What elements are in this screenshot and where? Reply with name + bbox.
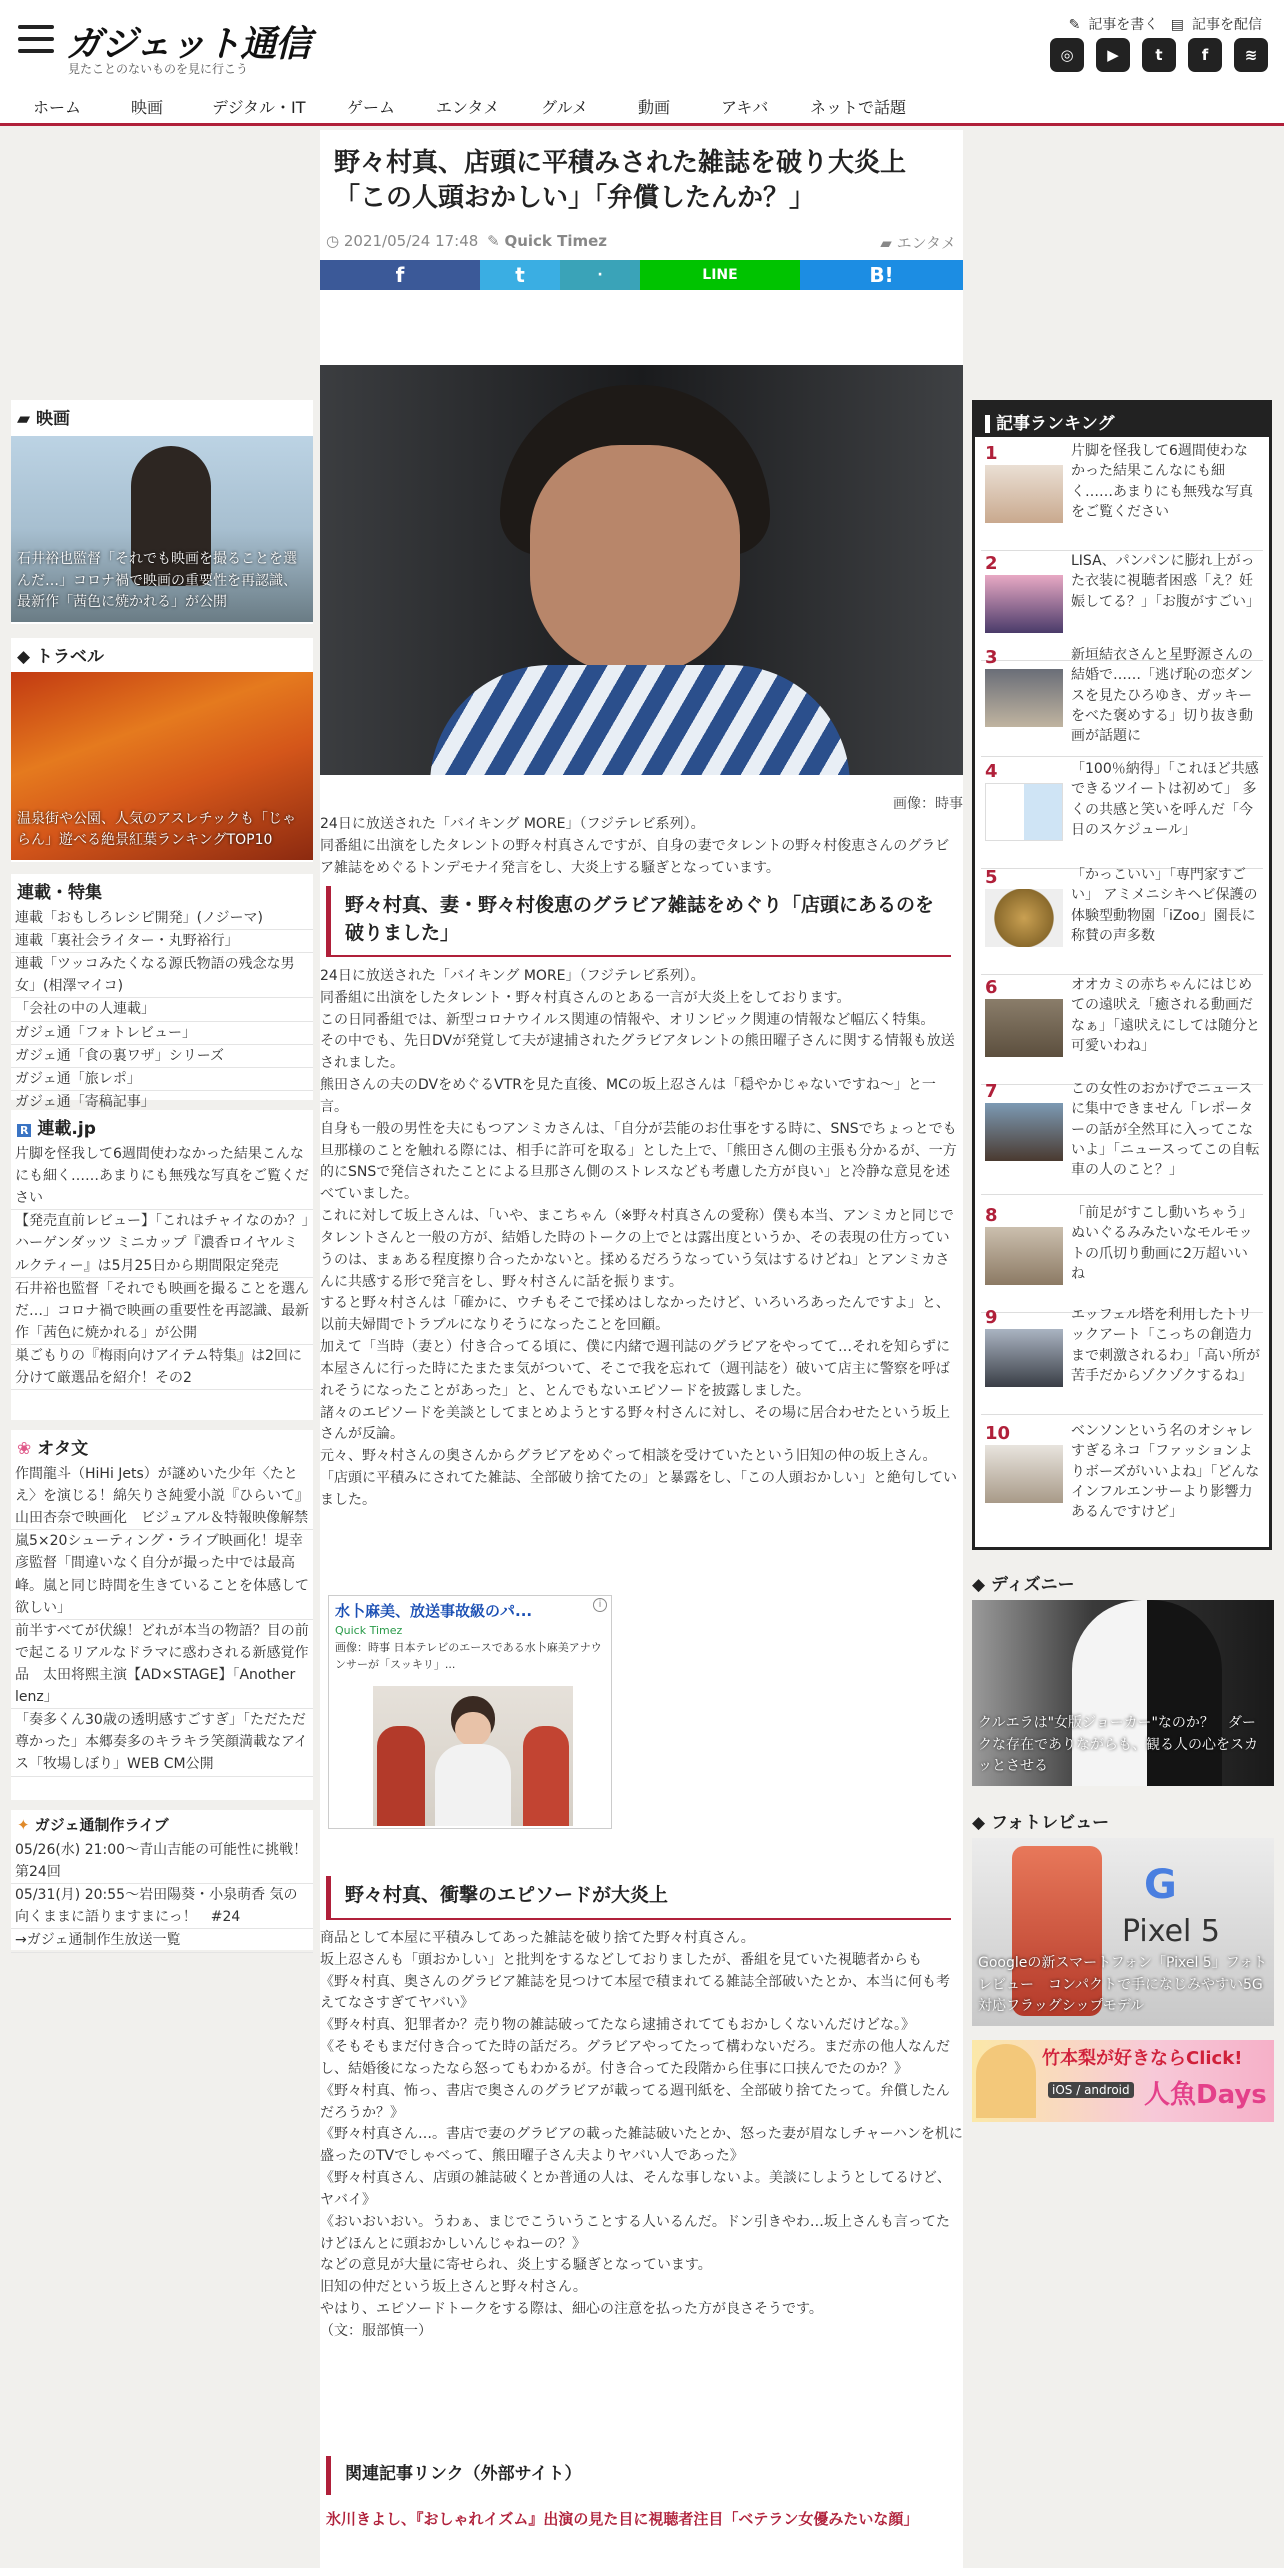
ranking-number: 4: [985, 761, 998, 782]
related-heading: 関連記事リンク（外部サイト）: [326, 2456, 951, 2495]
ranking-text: 片脚を怪我して6週間使わなかった結果こんなにも細く……あまりにも無残な写真をご覧ください: [1071, 443, 1253, 520]
otabun-section: [11, 1430, 313, 1800]
section2-paragraph: 商品として本屋に平積みしてあった雑誌を破り捨てた野々村真さん。: [320, 1930, 755, 1946]
article-date: 2021/05/24 17:48: [343, 232, 479, 250]
nav-home[interactable]: ホーム: [33, 98, 82, 117]
tag-icon: ◆: [17, 647, 36, 667]
image-caption: 画像：時事: [893, 796, 963, 812]
rensai-heading: [11, 1110, 313, 1143]
banner-character: [976, 2044, 1036, 2118]
photo-review-heading-label: フォトレビュー: [991, 1813, 1110, 1833]
ranking-number: 5: [985, 867, 998, 888]
rensai-item[interactable]: 石井裕也監督「それでも映画を撮ることを選んだ…」コロナ禍で映画の重要性を再認識、最新作「茜色に焼かれる」が公開: [11, 1278, 313, 1345]
section2-quote: 《野々村真さん…。書店で妻のグラビアの載った雑誌破いたとか、怒った妻が眉なしチャーハンを机に盛ったのTVでしゃべって、熊田曜子さん夫よりヤバい人であった》: [320, 2126, 963, 2165]
ranking-text: この女性のおかげでニュースに集中できません「レポーターの話が全然耳に入ってこないよ」「ニュースってこの自転車の人のこと？」: [1071, 1081, 1260, 1179]
tag-icon: ◆: [972, 1813, 991, 1833]
live-heading: [11, 1810, 313, 1839]
article-section-1: [320, 966, 963, 1512]
ranking-text: LISA、パンパンに膨れ上がった衣装に視聴者困惑「え？妊娠してる？」「お腹がすごい」: [1071, 553, 1260, 610]
series-item[interactable]: ガジェ通「フォトレビュー」: [11, 1022, 313, 1045]
game-banner[interactable]: [972, 2040, 1274, 2122]
travel-card-text: 温泉街や公園、人気のアスレチックも「じゃらん」遊べる絶景紅葉ランキングTOP10: [17, 810, 297, 849]
live-item[interactable]: 05/31(月) 20:55～岩田陽葵・小泉萌香 気の向くままに語りますまにっ！ #24: [11, 1884, 313, 1929]
section1-paragraph: 元々、野々村さんの奥さんからグラビアをめぐって相談を受けていたという旧知の仲の坂上さん。: [320, 1448, 937, 1465]
ranking-number: 2: [985, 553, 998, 574]
ranking-text: エッフェル塔を利用したトリックアート「こっちの創造力まで刺激されるわ」「高い所が苦手だからゾクゾクするね」: [1071, 1307, 1260, 1384]
nav-game[interactable]: ゲーム: [347, 98, 396, 117]
ad-title[interactable]: 水卜麻美、放送事故級のパ...: [335, 1602, 533, 1620]
disney-heading: [972, 1570, 1274, 1595]
section2-paragraph: やはり、エピソードトークをする際は、細心の注意を払った方が良さそうです。: [320, 2301, 823, 2318]
ranking-item[interactable]: [981, 975, 1263, 1085]
rss-icon[interactable]: ≋: [1234, 38, 1268, 72]
nav-trending[interactable]: ネットで話題: [810, 98, 907, 117]
write-article-link[interactable]: ✎ 記事を書く: [1068, 17, 1159, 33]
section2-paragraph: 坂上忍さんも「頭おかしい」と批判をするなどしておりましたが、番組を見ていた視聴者からも: [320, 1951, 922, 1968]
series-item[interactable]: 連載「ツッコみたくなる源氏物語の残念な男女」(相澤マイコ): [11, 953, 313, 998]
ranking-item[interactable]: [981, 645, 1263, 757]
section2-quote: 《野々村真、怖っ、書店で奥さんのグラビアが載ってる週刊紙を、全部破り捨てたって。弁償したんだろうか？》: [320, 2082, 950, 2121]
section2-quote: 《おいおいおい。うわぁ、まじでこういうことする人いるんだ。ドン引きやわ…坂上さんも言ってたけどほんとに頭おかしいんじゃねーの？》: [320, 2213, 950, 2252]
section2-quote: 《そもそもまだ付き合ってた時の話だろ。グラビアやってたって構わないだろ。まだ赤の他人なんだし、結婚後になったなら怒ってもわかるが。付き合ってた段階から住事に口挟んでたのか？》: [320, 2039, 950, 2077]
section-heading-1: 野々村真、妻・野々村俊恵のグラビア雑誌をめぐり「店頭にあるのを破りました」: [326, 886, 951, 957]
lead-paragraph: 同番組に出演をしたタレントの野々村真さんですが、自身の妻でタレントの野々村俊恵さんのグラビア雑誌をめぐるトンデモナイ発言をし、大炎上する騒ぎとなっています。: [320, 837, 950, 876]
article-title: 野々村真、店頭に平積みされた雑誌を破り大炎上「この人頭おかしい」「弁償したんか？」: [334, 148, 907, 214]
twitter-share-button[interactable]: t: [480, 260, 560, 290]
article-category[interactable]: [880, 232, 956, 253]
write-article-label: 記事を書く: [1088, 17, 1159, 33]
disney-card[interactable]: [972, 1600, 1274, 1786]
rensai-section: [11, 1110, 313, 1420]
live-list-link[interactable]: →ガジェ通制作生放送一覧: [11, 1929, 313, 1952]
top-links: [1061, 14, 1262, 34]
section1-paragraph: すると野々村さんは「確かに、ウチもそこで揉めはしなかったけど、いろいろあったんですよ」と、以前夫婦間でトラブルになりそうになったことを回顧。: [320, 1295, 950, 1334]
nav-digital[interactable]: デジタル・IT: [212, 98, 306, 117]
ranking-number: 1: [985, 443, 998, 464]
ranking-number: 10: [985, 1423, 1011, 1444]
rensai-heading-label: 連載.jp: [37, 1119, 96, 1139]
live-icon: ✦: [17, 1816, 35, 1834]
instagram-icon[interactable]: ◎: [1050, 38, 1084, 72]
otabun-item[interactable]: 前半すべてが伏線！どれが本当の物語？目の前で起こるリアルなドラマに惑わされる新感覚作品 太田将熙主演【AD×STAGE】「Another lenz」: [11, 1620, 313, 1709]
lead-paragraph: 24日に放送された「バイキング MORE」（フジテレビ系列）。: [320, 816, 705, 832]
movie-heading: [11, 400, 313, 433]
ranking-number: 7: [985, 1081, 998, 1102]
site-tagline: 見たことのないものを見に行こう: [68, 62, 249, 76]
nav-gourmet[interactable]: グルメ: [541, 98, 589, 117]
ranking-number: 9: [985, 1307, 998, 1328]
article-section-2: [320, 1928, 963, 2343]
live-item[interactable]: 05/26(水) 21:00～青山吉能の可能性に挑戦！ 第24回: [11, 1839, 313, 1884]
site-logo[interactable]: ガジェット通信: [66, 23, 311, 65]
series-item[interactable]: 「会社の中の人連載」: [11, 998, 313, 1021]
live-section: [11, 1810, 313, 1950]
ranking-thumbnail: [985, 783, 1063, 841]
series-section: [11, 874, 313, 1110]
movie-card-text: 石井裕也監督「それでも映画を撮ることを選んだ…」コロナ禍で映画の重要性を再認識、最新作「茜色に焼かれる」が公開: [17, 550, 297, 611]
ranking-bar-icon: [985, 415, 990, 433]
ranking-text: 「前足がすこし動いちゃう」 ぬいぐるみみたいなモルモットの爪切り動画に2万超いいね: [1071, 1205, 1253, 1282]
travel-heading: [11, 638, 313, 671]
disney-card-text: クルエラは"女版ジョーカー"なのか？ ダークな存在でありながらも、観る人の心をスカッとさせる: [978, 1714, 1258, 1775]
ranking-text: オオカミの赤ちゃんにはじめての遠吠え「癒される動画だなぁ」「遠吠えにしては随分と可愛いわね」: [1071, 977, 1260, 1054]
section1-paragraph: その中でも、先日DVが発覚して夫が逮捕されたグラビアタレントの熊田曜子さんに関する情報も放送されました。: [320, 1033, 955, 1072]
otabun-heading-label: オタ文: [37, 1439, 89, 1459]
ranking-item[interactable]: [981, 1421, 1263, 1541]
info-icon[interactable]: i: [593, 1598, 607, 1612]
share-bar: [320, 260, 963, 290]
nav-entertainment[interactable]: エンタメ: [436, 98, 500, 117]
banner-game-title: 人魚Days: [1144, 2080, 1267, 2110]
youtube-icon[interactable]: ▶: [1096, 38, 1130, 72]
section1-paragraph: この日同番組では、新型コロナウイルス関連の情報や、オリンピック関連の情報など幅広く特集。: [320, 1011, 935, 1028]
otabun-heading: [11, 1430, 313, 1463]
tag-icon: ◆: [972, 1575, 991, 1595]
folder-icon: ▰: [17, 409, 36, 429]
ranking-thumbnail: [985, 1445, 1063, 1503]
pen-icon: ✎: [487, 232, 500, 250]
series-item[interactable]: ガジェ通「旅レポ」: [11, 1068, 313, 1091]
movie-heading-label: 映画: [36, 409, 70, 429]
nav-akiba[interactable]: アキバ: [721, 98, 769, 117]
ranking-thumbnail: [985, 999, 1063, 1057]
section1-paragraph: 諸々のエピソードを美談としてまとめようとする野々村さんに対し、その場に居合わせたという坂上さんが反論。: [320, 1404, 950, 1443]
ranking-text: 新垣結衣さんと星野源さんの結婚で……「逃げ恥の恋ダンスを見たひろゆき、ガッキーをべた褒めする」切り抜き動画が話題に: [1071, 647, 1254, 745]
rensai-logo-icon: R: [17, 1124, 31, 1137]
banner-text: 竹本梨が好きならClick!: [1042, 2048, 1243, 2069]
ranking-number: 8: [985, 1205, 998, 1226]
series-item[interactable]: 連載「裏社会ライター・丸野裕行」: [11, 930, 313, 953]
article-author[interactable]: Quick Timez: [504, 232, 608, 250]
ranking-text: ベンソンという名のオシャレすぎるネコ「ファッションよりボーズがいいよね」「どんなインフルエンサーより影響力あるんですけど」: [1071, 1423, 1260, 1521]
otabun-icon: ❀: [17, 1439, 38, 1459]
main-nav: [0, 86, 1284, 124]
related-link[interactable]: 氷川きよし、『おしゃれイズム』出演の見た目に視聴者注目「ベテラン女優みたいな顔」: [326, 2510, 919, 2528]
article-lead: [320, 814, 963, 879]
banner-platform: iOS / android: [1048, 2082, 1134, 2098]
ranking-thumbnail: [985, 1103, 1063, 1161]
otabun-item[interactable]: 「奏多くん30歳の透明感すごすぎ」「ただただ尊かった」本郷奏多のキラキラ笑顔満載なアイス「牧場しぼり」WEB CM公開: [11, 1709, 313, 1776]
travel-card[interactable]: [11, 672, 313, 860]
rensai-item[interactable]: 【発売直前レビュー】「これはチャイなのか？」ハーゲンダッツ ミニカップ『濃香ロイヤルミルクティー』は5月25日から期間限定発売: [11, 1210, 313, 1277]
live-heading-label: ガジェ通制作ライブ: [34, 1816, 169, 1834]
ranking-item[interactable]: [981, 1305, 1263, 1415]
twitter-icon[interactable]: t: [1142, 38, 1176, 72]
ad-card[interactable]: [328, 1595, 612, 1829]
ranking-number: 3: [985, 647, 998, 668]
series-item[interactable]: ガジェ通「食の裏ワザ」シリーズ: [11, 1045, 313, 1068]
distribute-article-label: 記事を配信: [1192, 17, 1262, 33]
ad-text: 画像：時事 日本テレビのエースである水卜麻美アナウンサーが「スッキリ」...: [335, 1641, 602, 1671]
series-heading: 連載・特集: [17, 883, 102, 903]
nav-movie[interactable]: 映画: [131, 98, 164, 117]
section1-paragraph: これに対して坂上さんは、「いや、まこちゃん（※野々村真さんの愛称）僕も本当、アンミカと同じでタレントさんと一般の方が、結婚した時のトークの上でとは露出度というか、その表現の仕方っていうのは、まぁある程度擦り合ったかないと。揉めるだろうなっていう気はするけどね」とアンミカさんに共感する形で発言をし、野々村さんに話を振ります。: [320, 1208, 954, 1290]
section1-paragraph: 熊田さんの夫のDVをめぐるVTRを見た直後、MCの坂上忍さんは「穏やかじゃないですね〜」と一言。: [320, 1077, 936, 1115]
article-main-image: [320, 365, 963, 775]
folder-icon: ▰: [880, 234, 892, 252]
nav-video[interactable]: 動画: [638, 98, 671, 117]
photo-shirt: [430, 665, 850, 775]
section1-paragraph: 24日に放送された「バイキング MORE」（フジテレビ系列）。: [320, 968, 705, 984]
ranking-text: 「100％納得」「これほど共感できるツイートは初めて」 多くの共感と笑いを呼んだ「今日のスケジュール」: [1071, 761, 1259, 838]
ranking-thumbnail: [985, 1329, 1063, 1387]
ranking-item[interactable]: [981, 865, 1263, 975]
ranking-thumbnail: [985, 1227, 1063, 1285]
line-share-button[interactable]: LINE: [640, 260, 800, 290]
ranking-thumbnail: [985, 669, 1063, 727]
travel-heading-label: トラベル: [36, 647, 104, 667]
photo-face: [530, 445, 740, 675]
photo-review-card[interactable]: [972, 1838, 1274, 2026]
series-item[interactable]: ガジェ通「寄稿記事」: [11, 1091, 313, 1114]
series-item[interactable]: 連載「おもしろレシピ開発」(ノジーマ): [11, 907, 313, 930]
otabun-item[interactable]: 作間龍斗（HiHi Jets）が謎めいた少年〈たとえ〉を演じる！綿矢りさ純愛小説『ひらいて』山田杏奈で映画化 ビジュアル＆特報映像解禁: [11, 1463, 313, 1530]
ranking-heading: [975, 403, 1269, 437]
section2-quote: 《野々村真、犯罪者か？売り物の雑誌破ってたなら逮捕されててもおかしくないんだけどな。》: [320, 2017, 915, 2034]
article: [320, 130, 963, 2568]
ranking-thumbnail: [985, 465, 1063, 523]
phone-label: Pixel 5: [1122, 1914, 1221, 1949]
ranking-item[interactable]: [981, 1079, 1263, 1195]
ad-image: [373, 1686, 573, 1826]
facebook-icon[interactable]: f: [1188, 38, 1222, 72]
ranking-number: 6: [985, 977, 998, 998]
hatena-share-button[interactable]: B!: [800, 260, 963, 290]
ranking-item[interactable]: [981, 1203, 1263, 1313]
clock-icon: ◷: [326, 232, 340, 250]
google-g-icon: G: [1144, 1862, 1177, 1908]
rensai-item[interactable]: 巣ごもりの『梅雨向けアイテム特集』は2回に分けて厳選品を紹介！その2: [11, 1345, 313, 1390]
section1-paragraph: 加えて「当時（妻と）付き合ってる頃に、僕に内緒で週刊誌のグラビアをやってて…それを知らずに本屋さんに行った時にたまたま気がついて、そこで我を忘れて（週刊誌を）破いて店主に警察を呼ばれそうになったことがあった」と、とんでもないエピソードを披露しました。: [320, 1339, 950, 1399]
facebook-share-button[interactable]: f: [320, 260, 480, 290]
hamburger-menu-icon[interactable]: [18, 25, 54, 57]
section2-paragraph: などの意見が大量に寄せられ、炎上する騒ぎとなっています。: [320, 2257, 712, 2274]
site-header: [0, 0, 1284, 126]
section2-paragraph: 旧知の仲だという坂上さんと野々村さん。: [320, 2279, 587, 2296]
ranking-thumbnail: [985, 575, 1063, 633]
section1-paragraph: 同番組に出演をしたタレント・野々村真さんのとある一言が大炎上をしております。: [320, 989, 851, 1006]
section2-quote: 《野々村真、奥さんのグラビア雑誌を見つけて本屋で積まれてる雑誌全部破いたとか、本当に何も考えてなさすぎてヤバい》: [320, 1973, 950, 2012]
rensai-item[interactable]: 片脚を怪我して6週間使わなかった結果こんなにも細く……あまりにも無残な写真をご覧ください: [11, 1143, 313, 1210]
ranking-item[interactable]: [981, 441, 1263, 551]
photo-review-heading: [972, 1808, 1274, 1833]
article-meta: [326, 232, 958, 250]
otabun-item[interactable]: 嵐5×20シューティング・ライブ映画化！堤幸彦監督「間違いなく自分が撮った中では最高峰。嵐と同じ時間を生きていることを体感して欲しい」: [11, 1530, 313, 1619]
section1-paragraph: 「店頭に平積みにされてた雑誌、全部破り捨てたの」と暴露をし、「この人頭おかしい」と絶句していました。: [320, 1470, 957, 1508]
section-heading-2: 野々村真、衝撃のエピソードが大炎上: [326, 1876, 951, 1920]
social-icons: [1050, 38, 1268, 72]
ad-source: Quick Timez: [335, 1624, 403, 1637]
section2-quote: 《野々村真さん、店頭の雑誌破くとか普通の人は、そんな事しないよ。美談にしようとしてるけど、ヤバイ》: [320, 2170, 951, 2208]
movie-card[interactable]: [11, 436, 313, 622]
ranking-box: [972, 400, 1272, 1550]
ranking-item[interactable]: [981, 759, 1263, 869]
distribute-article-link[interactable]: ▤ 記事を配信: [1170, 17, 1262, 33]
ranking-text: 「かっこいい」「専門家すごい」 アミメニシキヘビ保護の体験型動物園「iZoo」園長に称賛の声多数: [1071, 867, 1258, 944]
pocket-share-button[interactable]: ·: [560, 260, 640, 290]
article-category-label: エンタメ: [896, 234, 956, 252]
ranking-thumbnail: [985, 889, 1063, 947]
disney-heading-label: ディズニー: [991, 1575, 1075, 1595]
section1-paragraph: 自身も一般の男性を夫にもつアンミカさんは、「自分が芸能のお仕事をする時に、SNSでちょっとでも旦那様のことを触れる際には、相手に許可を取る」とした上で、「熊田さん側の主張も分かるが、一方的にSNSで発信されたことによる旦那さん側のストレスなども考慮した方が良い」と冷静な意見を述べていました。: [320, 1120, 957, 1203]
ranking-heading-label: 記事ランキング: [996, 414, 1115, 434]
photo-review-card-text: Googleの新スマートフォン「Pixel 5」フォトレビュー コンパクトで手になじみやすい5G対応フラッグシップモデル: [978, 1954, 1268, 2015]
article-credit: （文：服部慎一）: [320, 2322, 432, 2339]
